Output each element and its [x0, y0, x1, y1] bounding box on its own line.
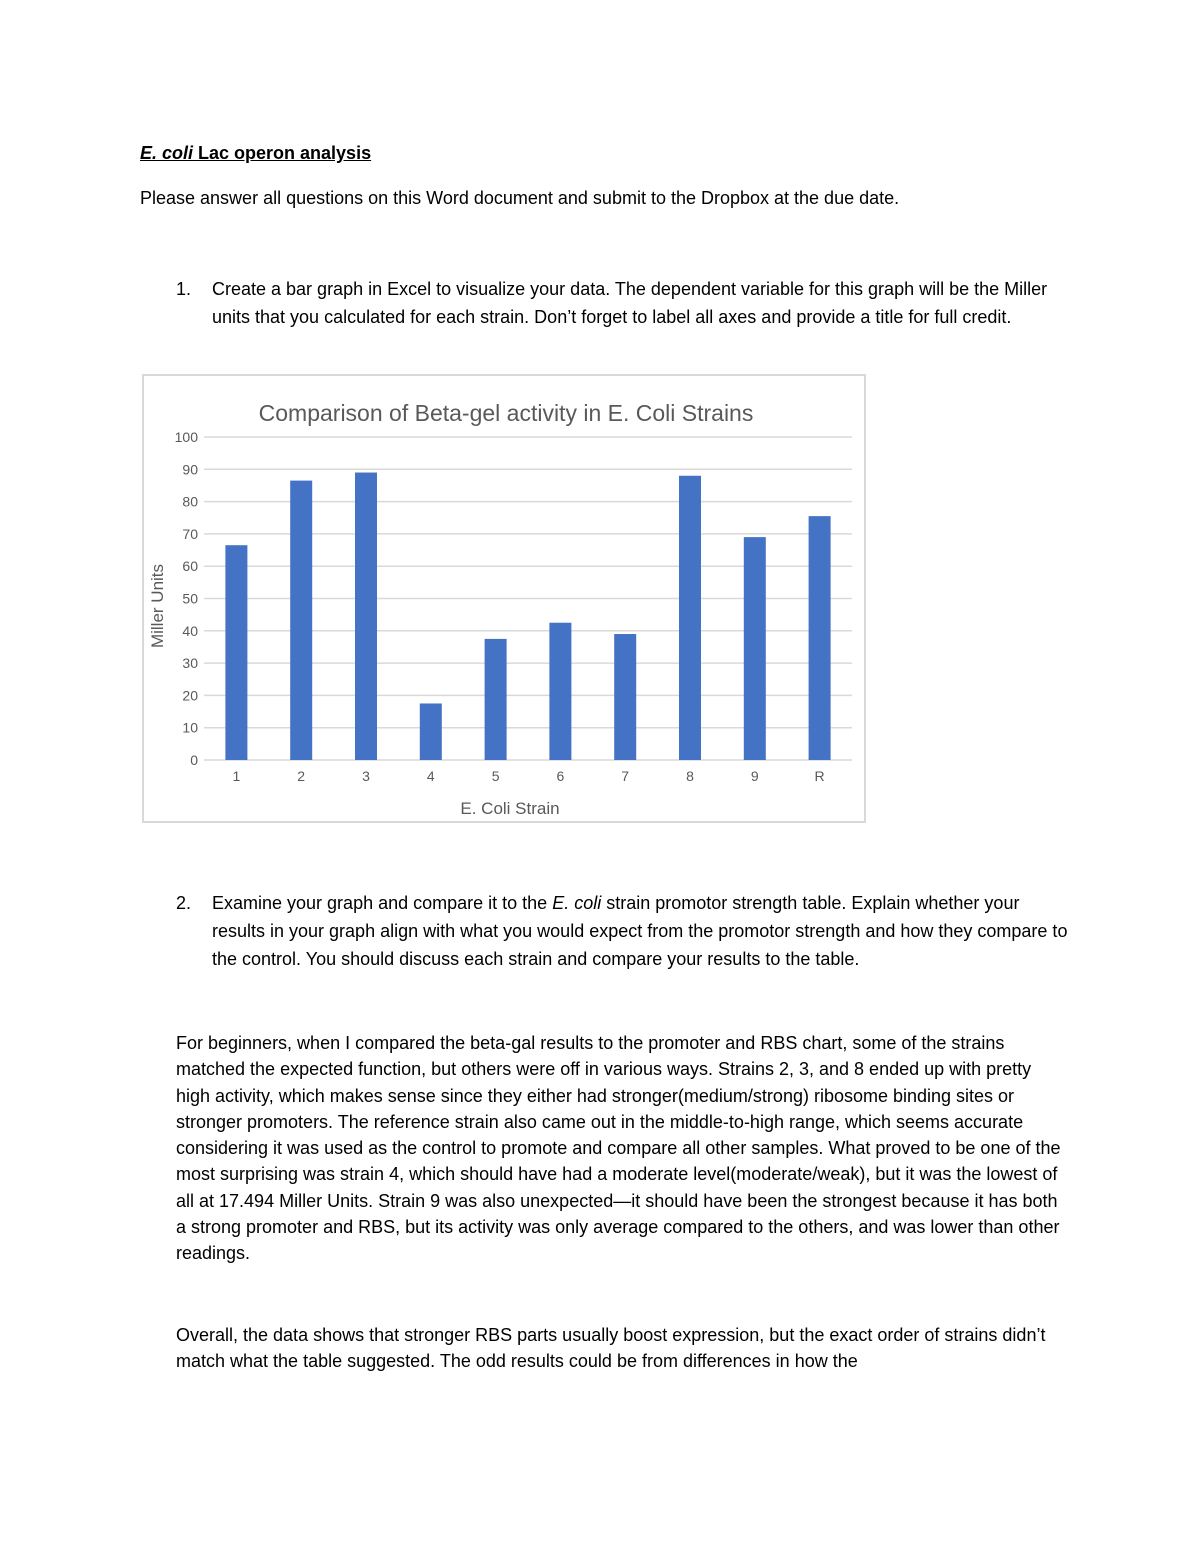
y-tick-label: 50: [182, 590, 198, 607]
x-tick-label: 1: [232, 768, 241, 784]
x-tick-label: 5: [491, 768, 500, 784]
y-tick-label: 0: [190, 752, 198, 768]
y-tick-label: 40: [182, 622, 198, 639]
y-tick-label: 60: [182, 558, 198, 575]
question-2-text: [212, 889, 1076, 973]
question-1-text: Create a bar graph in Excel to visualize your data. The dependent variable for this graph will be the Miller units that you calculated for each strain. Don’t forget to label all axes and provide a title for full credit.: [212, 279, 1048, 327]
x-tick-label: R: [814, 768, 825, 784]
chart-title: Comparison of Beta-gel activity in E. Coli Strains: [258, 400, 754, 426]
bar-strain-1: [225, 545, 247, 760]
x-tick-label: 3: [362, 768, 370, 784]
bar-strain-8: [679, 476, 701, 760]
x-tick-label: 6: [556, 768, 565, 784]
chart-x-axis-label: E. Coli Strain: [460, 799, 560, 818]
x-tick-label: 9: [750, 768, 759, 784]
answer-paragraph-1: For beginners, when I compared the beta-gal results to the promoter and RBS chart, some of the strains matched the expected function, but others were off in various ways. Strains 2, 3, and 8 ended up with pretty high activity, which makes sense since they either had stronger(medium/strong) ribosome binding sites or stronger promoters. The reference strain also came out in the middle-to-high range, which seems accurate considering it was used as the control to promote and compare all other samples. What proved to be one of the most surprising was strain 4, which should have had a moderate level(moderate/weak), but it was the lowest of all at 17.494 Miller Units. Strain 9 was also unexpected—it should have been the strongest because it has both a strong promoter and RBS, but its activity was only average compared to the others, and was lower than other readings.: [176, 1033, 1061, 1264]
document-title: [140, 143, 371, 164]
bar-strain-6: [549, 623, 571, 760]
chart-x-tick-labels: [233, 768, 825, 784]
bar-strain-R: [809, 516, 831, 760]
x-tick-label: 2: [297, 768, 306, 784]
bar-strain-2: [290, 481, 312, 760]
question-2-text-before: Examine your graph and compare it to the: [212, 893, 553, 913]
y-tick-label: 90: [182, 461, 198, 478]
bar-strain-4: [420, 703, 442, 760]
y-tick-label: 10: [182, 719, 198, 736]
bar-strain-9: [744, 537, 766, 760]
question-2-text-after: strain promotor strength table. Explain whether your results in your graph align with what you would expect from the promotor strength and how they compare to the control. You should discuss each strain and compare your results to the table.: [212, 893, 1068, 969]
y-tick-label: 80: [182, 493, 198, 510]
chart-y-tick-labels: [175, 429, 199, 768]
bar-strain-3: [355, 473, 377, 760]
intro-text: Please answer all questions on this Word document and submit to the Dropbox at the due date.: [140, 188, 900, 208]
y-tick-label: 100: [174, 429, 198, 445]
y-tick-label: 30: [182, 655, 198, 672]
x-tick-label: 4: [426, 768, 435, 784]
question-2-number: 2.: [176, 893, 192, 913]
x-tick-label: 8: [686, 768, 694, 784]
question-2-text-italic: E. coli: [552, 893, 602, 913]
x-tick-label: 7: [621, 768, 630, 784]
bar-strain-7: [614, 634, 636, 760]
answer-paragraph-2: Overall, the data shows that stronger RBS parts usually boost expression, but the exact order of strains didn’t match what the table suggested. The odd results could be from differences in how the: [176, 1325, 1046, 1372]
question-2: [176, 889, 1076, 973]
title-rest: Lac operon analysis: [193, 143, 372, 163]
chart-y-axis-label: Miller Units: [148, 563, 167, 649]
y-tick-label: 70: [182, 525, 198, 542]
bar-chart: [142, 374, 866, 823]
title-italic: E. coli: [140, 143, 194, 163]
question-1: [176, 275, 1076, 331]
chart-svg: [144, 376, 864, 821]
bar-strain-5: [485, 639, 507, 760]
chart-bars: [225, 473, 830, 760]
question-1-number: 1.: [176, 279, 192, 299]
y-tick-label: 20: [182, 687, 198, 704]
